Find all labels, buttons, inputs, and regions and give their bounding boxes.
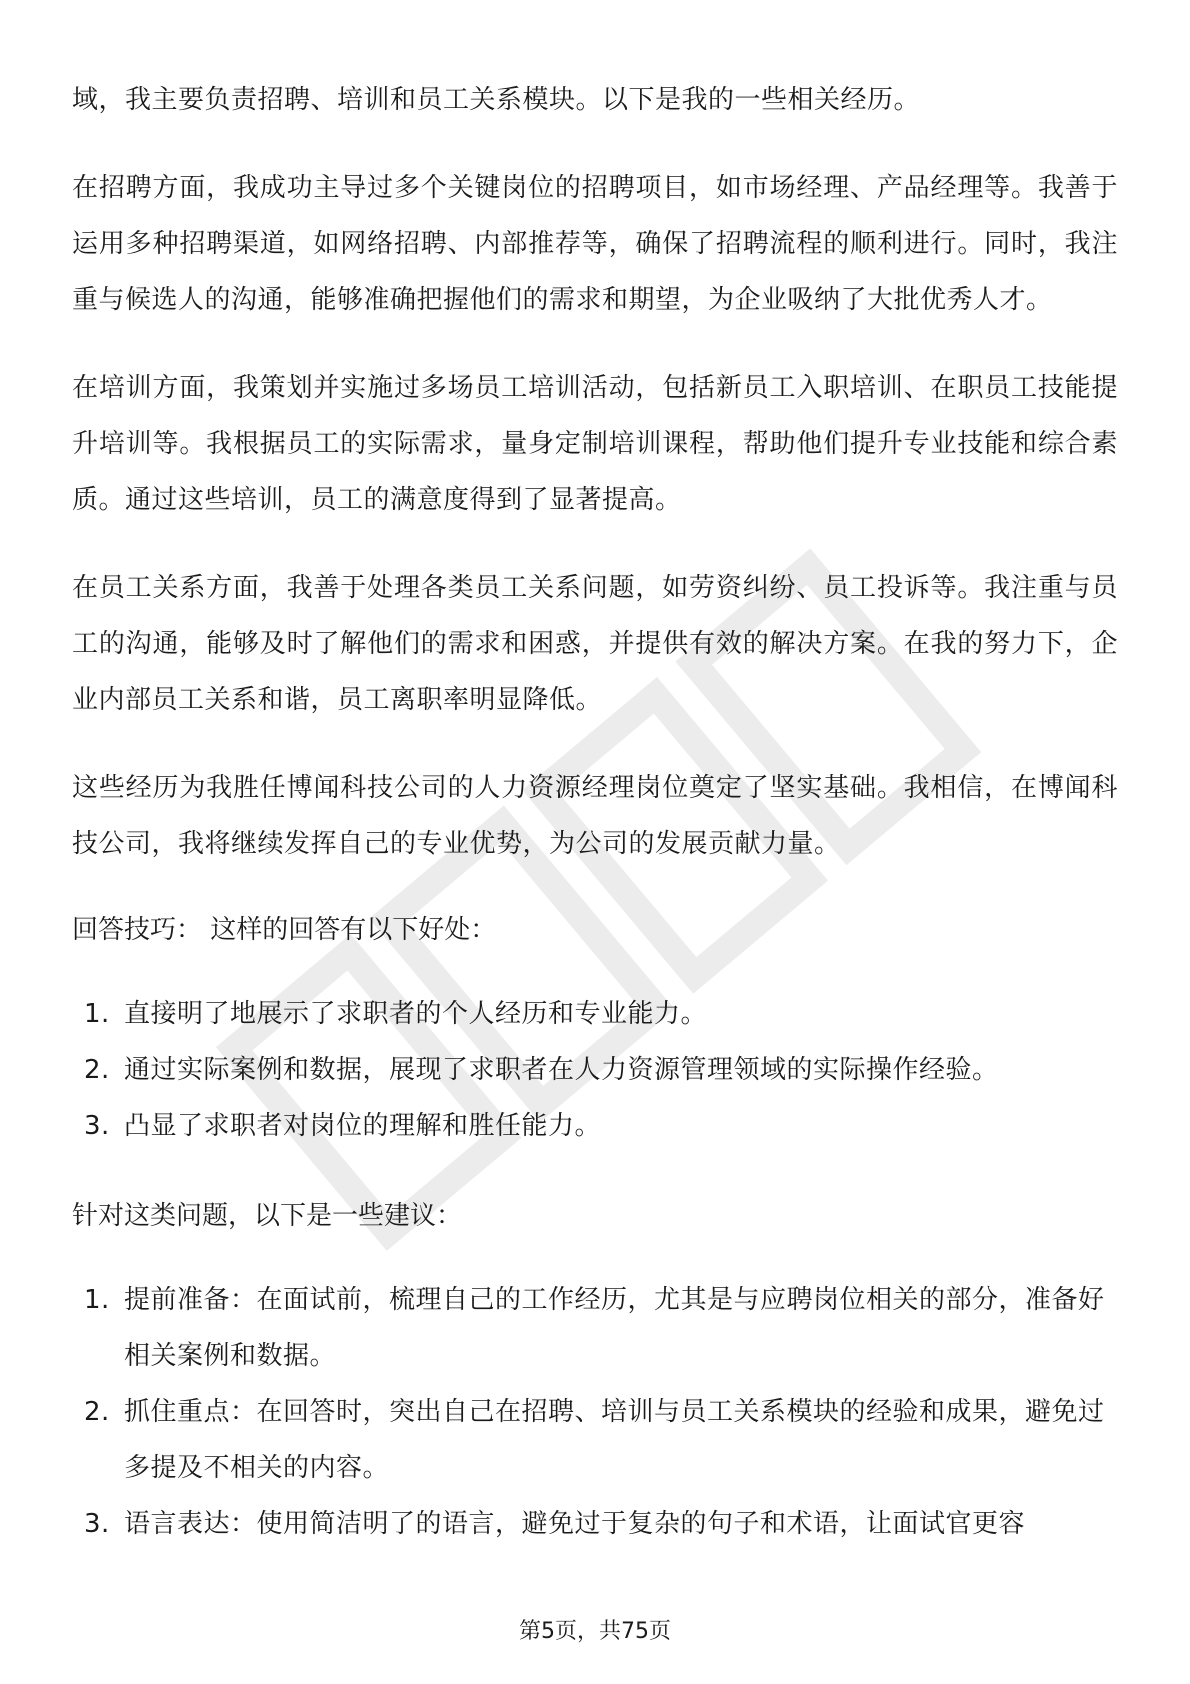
- list-item: [72, 1496, 1118, 1552]
- tips-heading: 回答技巧： 这样的回答有以下好处：: [72, 915, 497, 945]
- list-text: 直接明了地展示了求职者的个人经历和专业能力。: [124, 999, 708, 1029]
- list-text: 通过实际案例和数据，展现了求职者在人力资源管理领域的实际操作经验。: [124, 1055, 999, 1085]
- list-item: [72, 1042, 1118, 1098]
- page-content: [72, 72, 1118, 1586]
- list-number: 1.: [84, 999, 110, 1029]
- advice-heading: 针对这类问题，以下是一些建议：: [72, 1201, 463, 1231]
- paragraph-intro: 域，我主要负责招聘、培训和员工关系模块。以下是我的一些相关经历。: [72, 85, 921, 115]
- list-number: 3.: [84, 1509, 110, 1539]
- tips-list: [72, 986, 1118, 1154]
- list-number: 2.: [84, 1397, 110, 1427]
- paragraph-conclusion: 这些经历为我胜任博闻科技公司的人力资源经理岗位奠定了坚实基础。我相信，在博闻科技公司，我将继续发挥自己的专业优势，为公司的发展贡献力量。: [72, 773, 1118, 859]
- list-number: 2.: [84, 1055, 110, 1085]
- list-number: 1.: [84, 1285, 110, 1315]
- list-item: [72, 986, 1118, 1042]
- advice-list: [72, 1272, 1118, 1552]
- list-item: [72, 1272, 1118, 1384]
- paragraph-recruitment: 在招聘方面，我成功主导过多个关键岗位的招聘项目，如市场经理、产品经理等。我善于运用多种招聘渠道，如网络招聘、内部推荐等，确保了招聘流程的顺利进行。同时，我注重与候选人的沟通，能够准确把握他们的需求和期望，为企业吸纳了大批优秀人才。: [72, 173, 1118, 315]
- list-number: 3.: [84, 1111, 110, 1141]
- list-item: [72, 1384, 1118, 1496]
- list-text: 凸显了求职者对岗位的理解和胜任能力。: [124, 1111, 602, 1141]
- list-item: [72, 1098, 1118, 1154]
- list-text: 语言表达：使用简洁明了的语言，避免过于复杂的句子和术语，让面试官更容: [124, 1509, 1026, 1539]
- paragraph-training: 在培训方面，我策划并实施过多场员工培训活动，包括新员工入职培训、在职员工技能提升培训等。我根据员工的实际需求，量身定制培训课程，帮助他们提升专业技能和综合素质。通过这些培训，员工的满意度得到了显著提高。: [72, 373, 1118, 515]
- page-number: 第5页，共75页: [519, 1619, 671, 1644]
- list-text: 抓住重点：在回答时，突出自己在招聘、培训与员工关系模块的经验和成果，避免过多提及不相关的内容。: [124, 1397, 1105, 1483]
- paragraph-employee-relations: 在员工关系方面，我善于处理各类员工关系问题，如劳资纠纷、员工投诉等。我注重与员工的沟通，能够及时了解他们的需求和困惑，并提供有效的解决方案。在我的努力下，企业内部员工关系和谐，员工离职率明显降低。: [72, 573, 1118, 715]
- list-text: 提前准备：在面试前，梳理自己的工作经历，尤其是与应聘岗位相关的部分，准备好相关案例和数据。: [124, 1285, 1105, 1371]
